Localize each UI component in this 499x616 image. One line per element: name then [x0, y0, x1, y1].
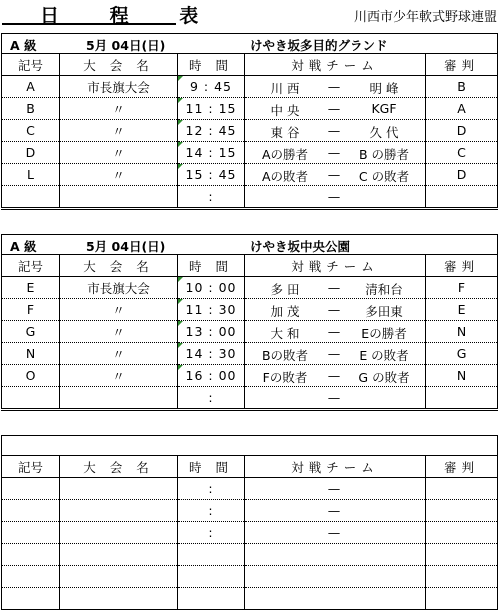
cell-umpire: [426, 544, 498, 566]
column-header-row: [2, 54, 498, 76]
cell-time-value: 11 : 30: [185, 302, 237, 317]
match-home-team: Fの敗者: [262, 370, 308, 385]
table-row: [2, 98, 498, 120]
cell-time: :: [178, 500, 245, 522]
cell-match: [245, 76, 426, 98]
header-umpire: 審判: [426, 456, 498, 478]
match-home-team: 多 田: [270, 282, 300, 297]
cell-match: [245, 142, 426, 164]
column-header-row: [2, 456, 498, 478]
cell-time-value: :: [208, 189, 214, 204]
cell-tournament: 市長旗大会: [60, 277, 178, 299]
cell-tournament: 〃: [60, 343, 178, 365]
schedule-section-2: [1, 234, 497, 411]
match-dash: —: [327, 346, 341, 361]
cell-time: [178, 365, 245, 387]
header-code: 記号: [2, 54, 60, 76]
match-home-team: Aの勝者: [261, 147, 309, 162]
cell-code: F: [2, 299, 60, 321]
table-row: [2, 76, 498, 98]
section-date: 5月 04日(日): [86, 38, 166, 53]
match-home-team: Aの敗者: [261, 169, 309, 184]
table-row: [2, 588, 498, 610]
cell-umpire: B: [426, 76, 498, 98]
comment-marker-icon: [178, 120, 183, 125]
table-row: [2, 478, 498, 500]
cell-code: D: [2, 142, 60, 164]
match-away-team: C の敗者: [358, 169, 410, 184]
cell-time: [178, 299, 245, 321]
match-dash: —: [327, 101, 341, 116]
cell-match: [245, 500, 426, 522]
cell-code: B: [2, 98, 60, 120]
cell-time: [178, 277, 245, 299]
cell-match: [245, 566, 426, 588]
section-info: [2, 235, 498, 255]
cell-time: :: [178, 522, 245, 544]
cell-match: [245, 164, 426, 186]
header-tournament: 大 会 名: [60, 255, 178, 277]
cell-umpire: [426, 500, 498, 522]
header-code: 記号: [2, 456, 60, 478]
header-tournament: 大 会 名: [60, 456, 178, 478]
cell-tournament: 〃: [60, 321, 178, 343]
cell-umpire: [426, 186, 498, 209]
cell-code: [2, 544, 60, 566]
section-grade: A 級: [10, 239, 37, 254]
cell-umpire: D: [426, 120, 498, 142]
table-row: [2, 522, 498, 544]
cell-match: [245, 98, 426, 120]
cell-code: G: [2, 321, 60, 343]
cell-code: A: [2, 76, 60, 98]
cell-code: [2, 566, 60, 588]
table-row: [2, 566, 498, 588]
cell-time-value: 11 : 15: [185, 101, 237, 116]
section-info: [2, 436, 498, 456]
cell-tournament: [60, 544, 178, 566]
match-home-team: 東 谷: [270, 125, 300, 140]
match-dash: —: [327, 79, 341, 94]
cell-tournament: [60, 500, 178, 522]
cell-time-value: 16 : 00: [185, 368, 237, 383]
cell-time-value: 13 : 00: [185, 324, 237, 339]
cell-time: [178, 321, 245, 343]
cell-code: O: [2, 365, 60, 387]
cell-match: [245, 365, 426, 387]
cell-code: C: [2, 120, 60, 142]
header-match: 対戦チーム: [245, 456, 426, 478]
cell-umpire: [426, 566, 498, 588]
document-title: 日 程 表: [40, 5, 221, 27]
match-home-team: Bの敗者: [261, 348, 309, 363]
match-away-team: 明 峰: [369, 81, 399, 96]
cell-time: [178, 120, 245, 142]
cell-tournament: 〃: [60, 365, 178, 387]
cell-match: [245, 299, 426, 321]
cell-tournament: [60, 186, 178, 209]
header-tournament: 大 会 名: [60, 54, 178, 76]
cell-code: [2, 387, 60, 410]
match-dash: —: [327, 167, 341, 182]
table-row: [2, 277, 498, 299]
cell-match: [245, 321, 426, 343]
cell-umpire: D: [426, 164, 498, 186]
match-dash: —: [327, 189, 341, 204]
cell-match: [245, 120, 426, 142]
cell-time-value: :: [208, 390, 214, 405]
cell-umpire: G: [426, 343, 498, 365]
cell-tournament: [60, 588, 178, 610]
schedule-table: [1, 435, 498, 610]
schedule-section-3: [1, 435, 497, 610]
match-home-team: 加 茂: [270, 304, 300, 319]
header-match: 対戦チーム: [245, 54, 426, 76]
schedule-table: [1, 234, 498, 411]
section-grade: A 級: [10, 38, 37, 53]
match-dash: —: [327, 123, 341, 138]
cell-time: [178, 566, 245, 588]
header-time: 時 間: [178, 456, 245, 478]
table-row: [2, 500, 498, 522]
cell-time: [178, 588, 245, 610]
cell-time-value: 10 : 00: [185, 280, 237, 295]
match-dash: —: [327, 481, 341, 496]
section-venue: けやき坂多目的グランド: [250, 38, 388, 53]
table-row: [2, 186, 498, 209]
cell-time: :: [178, 478, 245, 500]
cell-match: [245, 277, 426, 299]
cell-tournament: [60, 478, 178, 500]
cell-code: [2, 478, 60, 500]
cell-umpire: [426, 522, 498, 544]
match-away-team: 久 代: [369, 125, 399, 140]
cell-tournament: 〃: [60, 299, 178, 321]
match-dash: —: [327, 368, 341, 383]
match-dash: —: [327, 302, 341, 317]
cell-code: L: [2, 164, 60, 186]
cell-time: [178, 76, 245, 98]
header-time: 時 間: [178, 255, 245, 277]
cell-time: [178, 164, 245, 186]
cell-umpire: A: [426, 98, 498, 120]
table-row: [2, 321, 498, 343]
match-dash: —: [327, 324, 341, 339]
cell-match: [245, 522, 426, 544]
cell-time: [178, 343, 245, 365]
cell-tournament: [60, 566, 178, 588]
cell-match: [245, 343, 426, 365]
section-date: 5月 04日(日): [86, 239, 166, 254]
document-header: [0, 0, 499, 28]
header-time: 時 間: [178, 54, 245, 76]
cell-umpire: [426, 588, 498, 610]
comment-marker-icon: [178, 321, 183, 326]
cell-tournament: [60, 522, 178, 544]
cell-time-value: 15 : 45: [185, 167, 237, 182]
cell-umpire: N: [426, 365, 498, 387]
cell-umpire: N: [426, 321, 498, 343]
cell-time: [178, 98, 245, 120]
cell-time: [178, 186, 245, 209]
cell-code: N: [2, 343, 60, 365]
table-row: [2, 142, 498, 164]
header-code: 記号: [2, 255, 60, 277]
match-dash: —: [327, 390, 341, 405]
comment-marker-icon: [178, 277, 183, 282]
match-dash: —: [327, 280, 341, 295]
cell-match: [245, 387, 426, 410]
cell-code: [2, 500, 60, 522]
cell-code: [2, 588, 60, 610]
cell-code: E: [2, 277, 60, 299]
cell-tournament: 市長旗大会: [60, 76, 178, 98]
table-row: [2, 120, 498, 142]
cell-tournament: [60, 387, 178, 410]
title-underline: [2, 23, 176, 25]
match-away-team: 多田東: [365, 304, 403, 319]
cell-match: [245, 186, 426, 209]
comment-marker-icon: [178, 164, 183, 169]
cell-umpire: [426, 387, 498, 410]
section-info-row: [2, 436, 498, 456]
cell-time-value: 14 : 30: [185, 346, 237, 361]
match-away-team: Eの勝者: [361, 326, 407, 341]
cell-tournament: 〃: [60, 120, 178, 142]
table-row: [2, 299, 498, 321]
table-row: [2, 387, 498, 410]
match-home-team: 川 西: [270, 81, 300, 96]
match-home-team: 大 和: [270, 326, 300, 341]
table-row: [2, 544, 498, 566]
cell-time-value: 14 : 15: [185, 145, 237, 160]
section-info-row: [2, 34, 498, 54]
cell-code: [2, 186, 60, 209]
match-dash: —: [327, 145, 341, 160]
match-dash: —: [327, 503, 341, 518]
cell-umpire: E: [426, 299, 498, 321]
cell-tournament: 〃: [60, 98, 178, 120]
match-away-team: B の勝者: [358, 147, 410, 162]
cell-code: [2, 522, 60, 544]
organization-name: 川西市少年軟式野球連盟: [353, 10, 497, 25]
match-away-team: E の敗者: [359, 348, 409, 363]
match-dash: —: [327, 525, 341, 540]
cell-umpire: C: [426, 142, 498, 164]
cell-time-value: 9 : 45: [189, 79, 233, 94]
table-row: [2, 343, 498, 365]
header-umpire: 審判: [426, 54, 498, 76]
match-home-team: 中 央: [270, 103, 300, 118]
schedule-table: [1, 33, 498, 210]
cell-tournament: 〃: [60, 164, 178, 186]
cell-tournament: 〃: [60, 142, 178, 164]
cell-time-value: 12 : 45: [185, 123, 237, 138]
comment-marker-icon: [178, 343, 183, 348]
column-header-row: [2, 255, 498, 277]
comment-marker-icon: [178, 98, 183, 103]
cell-match: [245, 588, 426, 610]
match-away-team: 清和台: [365, 282, 403, 297]
cell-umpire: F: [426, 277, 498, 299]
table-row: [2, 365, 498, 387]
header-match: 対戦チーム: [245, 255, 426, 277]
comment-marker-icon: [178, 76, 183, 81]
section-info: [2, 34, 498, 54]
table-row: [2, 164, 498, 186]
comment-marker-icon: [178, 365, 183, 370]
match-away-team: G の敗者: [358, 370, 410, 385]
cell-match: [245, 544, 426, 566]
schedule-section-1: [1, 33, 497, 210]
cell-time: [178, 544, 245, 566]
cell-time: [178, 142, 245, 164]
comment-marker-icon: [178, 142, 183, 147]
section-info-row: [2, 235, 498, 255]
comment-marker-icon: [178, 299, 183, 304]
cell-time: [178, 387, 245, 410]
cell-match: [245, 478, 426, 500]
header-umpire: 審判: [426, 255, 498, 277]
section-venue: けやき坂中央公園: [250, 239, 351, 254]
cell-umpire: [426, 478, 498, 500]
match-away-team: KGF: [371, 101, 397, 116]
